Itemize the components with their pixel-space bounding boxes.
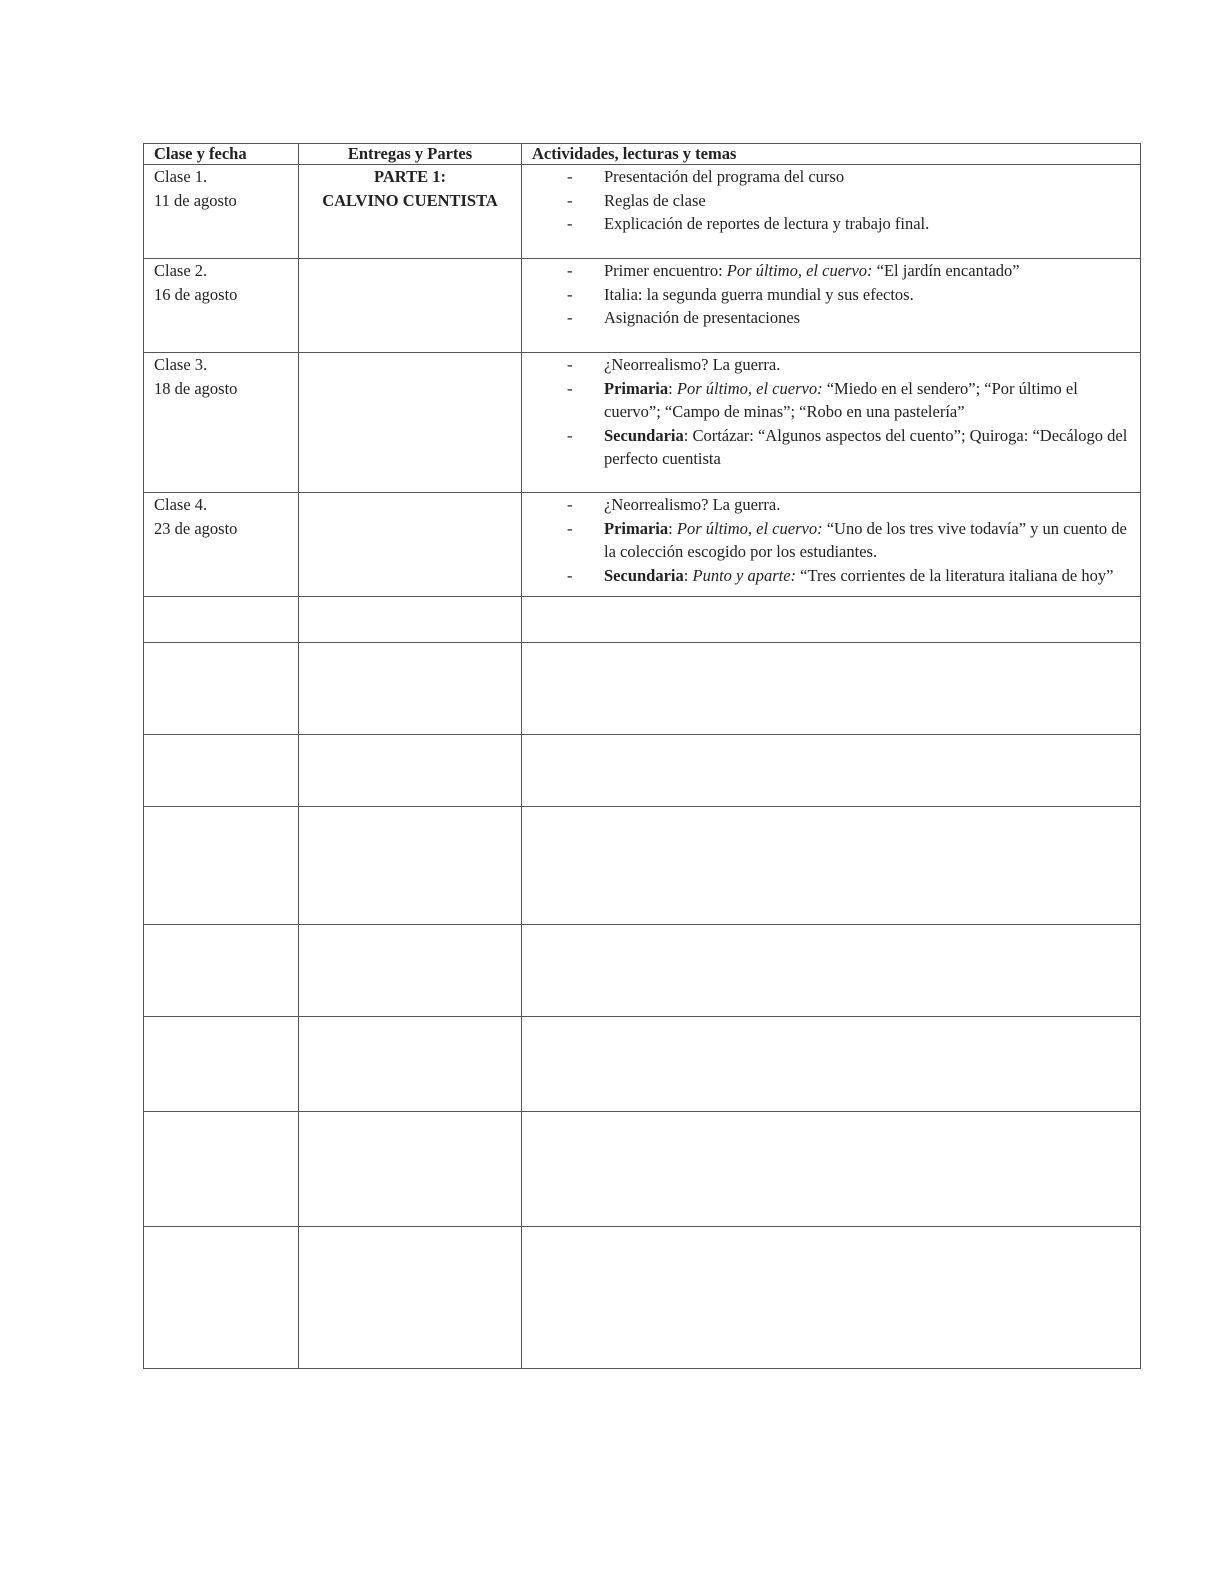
- cell-clase-fecha: [144, 493, 299, 597]
- activity-text: Primaria: [604, 378, 669, 398]
- cell-entregas: [299, 493, 522, 597]
- activity-text: Por último, el cuervo:: [726, 261, 873, 280]
- entrega-line: PARTE 1:: [374, 167, 446, 186]
- table-row: [144, 353, 1141, 493]
- activity-text: :: [683, 565, 693, 585]
- activity-item: [604, 165, 1130, 189]
- cell-actividades: [522, 165, 1141, 259]
- activity-text: Reglas de clase: [604, 190, 706, 210]
- activity-item: [604, 212, 1130, 236]
- activity-item: [604, 564, 1130, 588]
- activity-item: [604, 353, 1130, 377]
- clase-label: Clase 3.: [154, 355, 208, 374]
- header-clase-fecha: Clase y fecha: [144, 144, 299, 165]
- activity-item: [604, 517, 1130, 564]
- clase-label: Clase 1.: [154, 167, 208, 186]
- activity-text: Primaria: [604, 518, 669, 538]
- activity-text: :: [668, 378, 677, 398]
- table-row: [144, 493, 1141, 597]
- fecha-label: 16 de agosto: [154, 284, 238, 304]
- blurred-rows: [144, 597, 1141, 1369]
- header-row: [144, 144, 1141, 165]
- activity-text: “Miedo en el sendero”; “Por último el cuervo”; “Campo de minas”; “Robo en una pastelería”: [604, 378, 1078, 421]
- activity-item: [604, 283, 1130, 307]
- cell-actividades: [522, 259, 1141, 353]
- table-row: [144, 259, 1141, 353]
- header-actividades: Actividades, lecturas y temas: [522, 144, 1141, 165]
- cell-entregas: [299, 259, 522, 353]
- activity-item: [604, 189, 1130, 213]
- activity-list: [532, 165, 1130, 236]
- activity-text: Por último, el cuervo:: [676, 378, 823, 398]
- fecha-label: 23 de agosto: [154, 518, 238, 538]
- cell-clase-fecha: [144, 259, 299, 353]
- clase-label: Clase 4.: [154, 495, 208, 514]
- activity-text: : Cortázar: “Algunos aspectos del cuento”; Quiroga: “Decálogo del perfecto cuentista: [604, 425, 1128, 468]
- activity-text: Presentación del programa del curso: [604, 167, 845, 186]
- activity-item: [604, 259, 1130, 283]
- cell-entregas: [299, 353, 522, 493]
- fecha-label: 11 de agosto: [154, 190, 237, 210]
- activity-text: Italia: la segunda guerra mundial y sus efectos.: [604, 284, 914, 304]
- activity-text: Secundaria: [604, 565, 684, 585]
- cell-actividades: [522, 353, 1141, 493]
- activity-item: [604, 306, 1130, 330]
- schedule-table: [143, 143, 1141, 1369]
- activity-text: Asignación de presentaciones: [604, 308, 801, 327]
- activity-item: [604, 493, 1130, 517]
- activity-text: Primer encuentro:: [604, 261, 727, 280]
- activity-text: ¿Neorrealismo? La guerra.: [604, 355, 781, 374]
- activity-text: Punto y aparte:: [692, 565, 797, 585]
- clase-label: Clase 2.: [154, 261, 208, 280]
- cell-clase-fecha: [144, 353, 299, 493]
- activity-text: Secundaria: [604, 425, 684, 445]
- activity-text: Explicación de reportes de lectura y trabajo final.: [604, 214, 930, 233]
- header-entregas-partes: Entregas y Partes: [299, 144, 522, 165]
- activity-text: “El jardín encantado”: [872, 261, 1020, 280]
- activity-text: “Tres corrientes de la literatura italiana de hoy”: [796, 565, 1114, 585]
- activity-item: [604, 424, 1130, 471]
- activity-text: “Uno de los tres vive todavía” y un cuento de la colección escogido por los estudiantes.: [604, 518, 1127, 561]
- activity-text: ¿Neorrealismo? La guerra.: [604, 495, 781, 514]
- activity-list: [532, 259, 1130, 330]
- activity-list: [532, 353, 1130, 471]
- activity-text: :: [668, 518, 677, 538]
- activity-item: [604, 377, 1130, 424]
- cell-clase-fecha: [144, 165, 299, 259]
- entrega-line: CALVINO CUENTISTA: [322, 190, 498, 210]
- fecha-label: 18 de agosto: [154, 378, 238, 398]
- cell-entregas: [299, 165, 522, 259]
- activity-text: Por último, el cuervo:: [676, 518, 823, 538]
- cell-actividades: [522, 493, 1141, 597]
- table-row: [144, 165, 1141, 259]
- activity-list: [532, 493, 1130, 587]
